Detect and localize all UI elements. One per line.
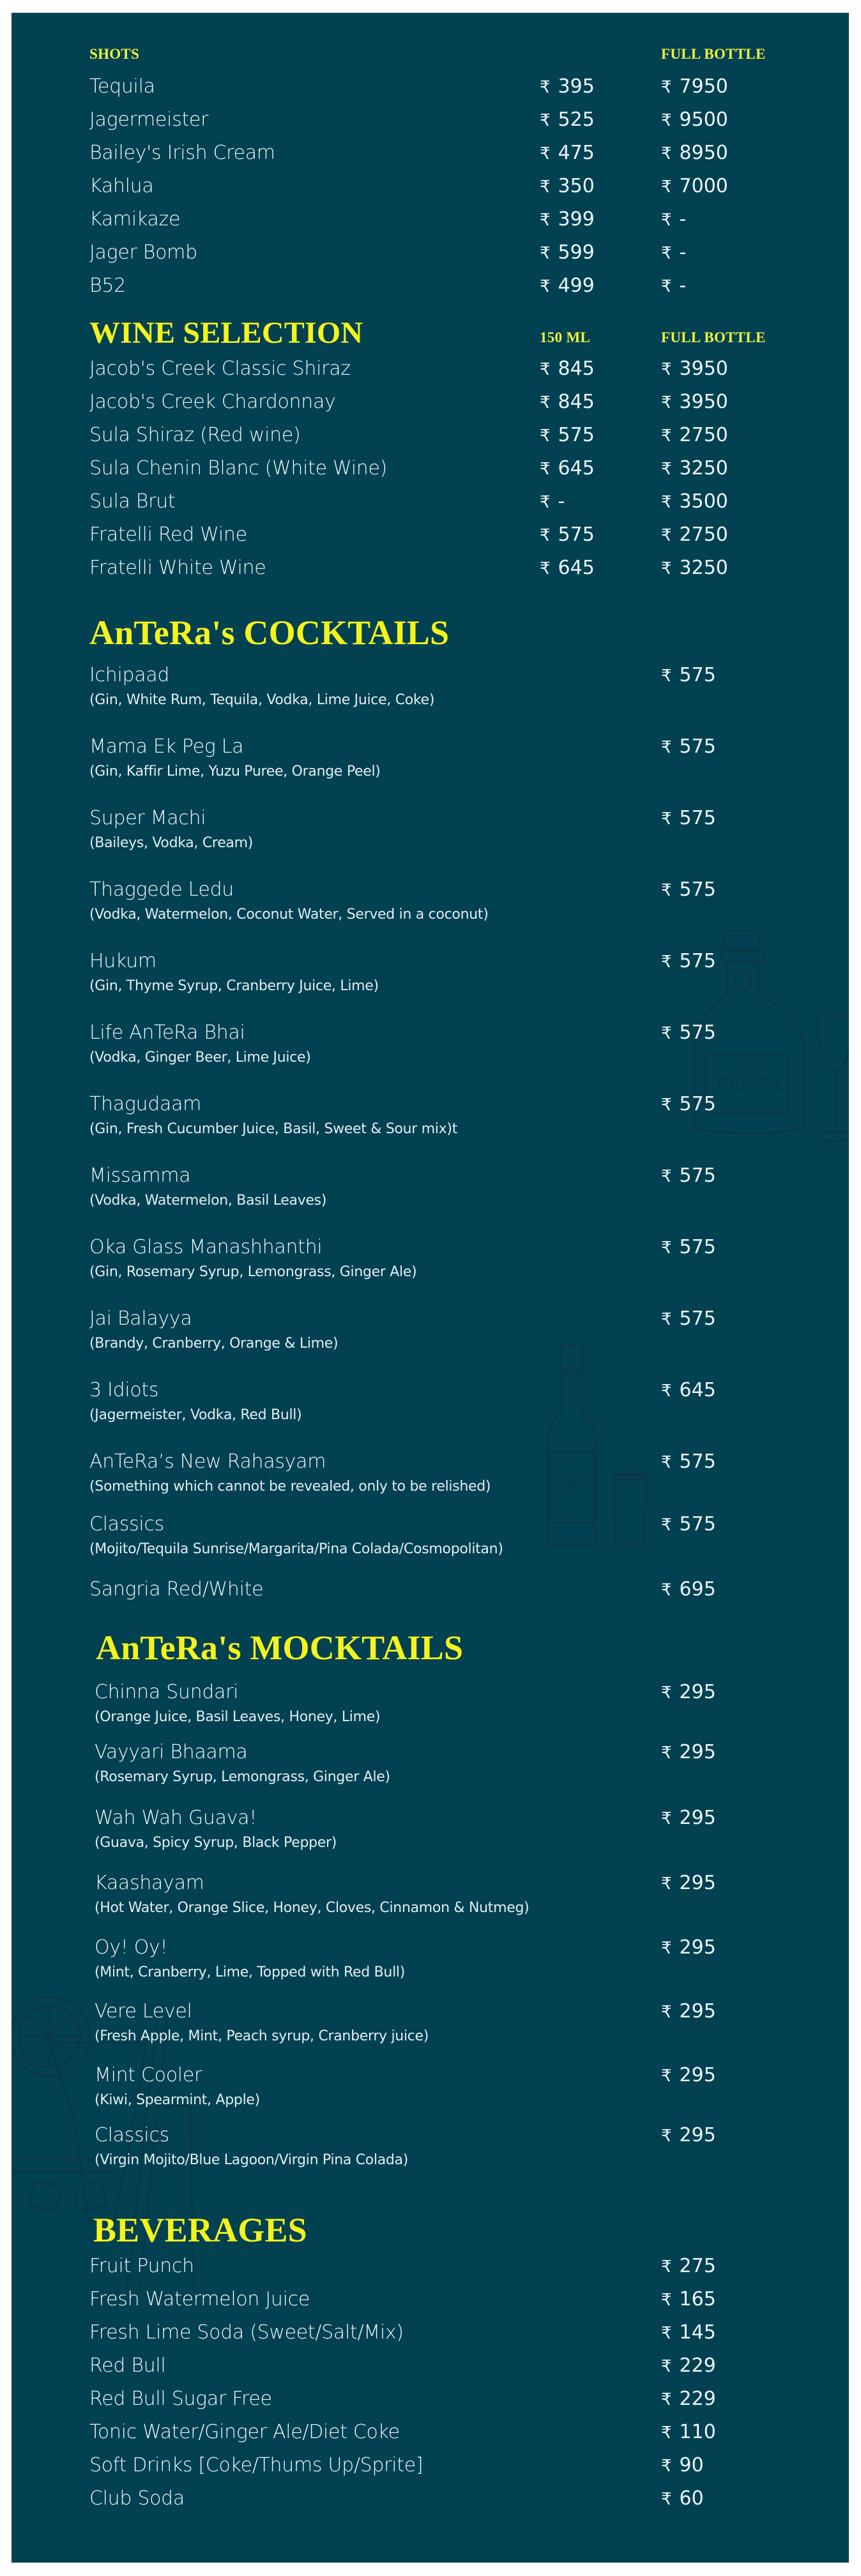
wine-glass-sketch-icon [815,1012,849,1146]
beverage-name: Fresh Watermelon Juice [89,2288,310,2310]
cocktail-name: Mama Ek Peg La [89,735,244,758]
rupee-icon: ₹ [661,810,672,829]
rupee-icon: ₹ [661,1382,672,1401]
cocktail-name: Thagudaam [89,1093,202,1115]
cocktail-name: Classics [89,1513,164,1535]
cocktail-price [661,1093,716,1115]
rupee-icon: ₹ [540,426,551,446]
mocktail-desc: (Hot Water, Orange Slice, Honey, Cloves, Cinnamon & Nutmeg) [95,1900,530,1916]
beverage-name: Tonic Water/Ginger Ale/Diet Coke [89,2421,400,2443]
rupee-icon: ₹ [540,144,551,163]
shots-item-name: Jager Bomb [89,241,197,264]
rupee-icon: ₹ [661,2324,672,2343]
cocktail-price [661,1379,716,1401]
shots-price-value: 499 [558,275,595,297]
beverage-name: Soft Drinks [Coke/Thums Up/Sprite] [89,2454,423,2476]
rupee-icon: ₹ [661,667,672,686]
beverage-name: Red Bull Sugar Free [89,2388,272,2410]
cocktail-price [661,807,716,829]
shots-item-name: Tequila [89,75,155,98]
mocktail-price [661,1807,716,1829]
bottle-price-value: - [679,241,687,264]
beverage-price [661,2255,716,2277]
rupee-icon: ₹ [661,111,672,130]
rupee-icon: ₹ [661,1683,672,1703]
cocktail-price-value: 575 [679,807,716,829]
mocktail-price-value: 295 [679,1807,716,1829]
bottle-price-value: - [679,275,687,297]
svg-text:Vodka: Vodka [552,1475,586,1491]
bottle-price [661,424,728,446]
rupee-icon: ₹ [661,1809,672,1828]
rupee-icon: ₹ [661,277,672,296]
shots-title: SHOTS [89,46,140,62]
bottle-price [661,457,728,479]
bottle-price-value: 8950 [679,142,728,164]
bottle-price [661,241,686,264]
cocktail-desc: (Gin, Kaffir Lime, Yuzu Puree, Orange Peel) [89,764,381,780]
glass-price-value: 645 [558,457,595,479]
bottle-price-value: 3250 [679,557,728,579]
cocktail-name: Super Machi [89,807,206,829]
cocktail-price [661,1513,716,1535]
rupee-icon: ₹ [661,2357,672,2376]
rupee-icon: ₹ [661,2390,672,2409]
mocktail-desc: (Orange Juice, Basil Leaves, Honey, Lime) [95,1709,381,1725]
mocktail-price-value: 295 [679,1872,716,1894]
mocktail-desc: (Fresh Apple, Mint, Peach syrup, Cranberry juice) [95,2028,429,2044]
shots-price [540,241,595,264]
rupee-icon: ₹ [661,360,672,379]
mocktail-name: Oy! Oy! [95,1936,168,1959]
beverage-price [661,2487,704,2510]
beverage-price-value: 90 [679,2454,704,2476]
glass-price-value: 575 [558,523,595,546]
glass-price-value: 845 [558,391,595,413]
beverage-name: Club Soda [89,2487,185,2510]
rupee-icon: ₹ [661,2067,672,2086]
beverage-price-value: 165 [679,2288,716,2310]
mocktail-name: Mint Cooler [95,2064,202,2086]
cocktail-price [661,878,716,901]
mocktail-price [661,1741,716,1763]
mocktail-desc: (Mint, Cranberry, Lime, Topped with Red Bull) [95,1964,405,1980]
rupee-icon: ₹ [661,426,672,446]
shots-item-name: Kahlua [89,175,154,197]
mocktail-desc: (Virgin Mojito/Blue Lagoon/Virgin Pina Colada) [95,2152,409,2168]
cocktail-desc: (Jagermeister, Vodka, Red Bull) [89,1407,302,1423]
bottle-price-value: 9500 [679,109,728,131]
mocktail-name: Kaashayam [95,1872,204,1894]
cocktail-desc: (Brandy, Cranberry, Orange & Lime) [89,1336,339,1352]
shots-price [540,109,595,131]
beverage-price [661,2388,716,2410]
cocktail-price-value: 575 [679,1307,716,1330]
shots-price-value: 475 [558,142,595,164]
rupee-icon: ₹ [540,277,551,296]
cocktail-price [661,1307,716,1330]
glass-price [540,391,595,413]
bottle-price [661,275,686,297]
cocktail-name: 3 Idiots [89,1379,159,1401]
cocktail-price-value: 575 [679,1513,716,1535]
rupee-icon: ₹ [540,393,551,412]
rupee-icon: ₹ [540,559,551,578]
cocktail-price [661,1578,716,1601]
shots-price-value: 399 [558,208,595,230]
shots-bottle-col-label: FULL BOTTLE [661,46,766,62]
rupee-icon: ₹ [661,526,672,545]
beverages-title: BEVERAGES [93,2211,307,2249]
bottle-price-value: 3500 [679,490,728,513]
cocktail-name: Hukum [89,950,156,972]
bottle-price-value: 3950 [679,391,728,413]
rupee-icon: ₹ [661,2490,672,2509]
bottle-price [661,557,728,579]
bottle-price-value: 2750 [679,424,728,446]
shot-glass-sketch-icon [611,1472,649,1548]
cocktail-price [661,735,716,758]
rupee-icon: ₹ [661,2423,672,2443]
cocktail-name: Life AnTeRa Bhai [89,1021,245,1044]
cocktail-desc: (Vodka, Watermelon, Coconut Water, Served in a coconut) [89,907,489,923]
rupee-icon: ₹ [661,211,672,230]
rupee-icon: ₹ [661,1024,672,1043]
bottle-price [661,109,728,131]
cocktail-price [661,1164,716,1187]
rupee-icon: ₹ [661,2291,672,2310]
mocktail-desc: (Guava, Spicy Syrup, Black Pepper) [95,1835,337,1851]
cocktail-price-value: 575 [679,950,716,972]
shots-price [540,175,595,197]
rupee-icon: ₹ [661,881,672,900]
rupee-icon: ₹ [540,526,551,545]
glass-price [540,557,595,579]
rupee-icon: ₹ [661,78,672,97]
cocktail-price [661,1450,716,1473]
mocktail-name: Classics [95,2124,169,2146]
cocktail-price-value: 575 [679,1236,716,1258]
glass-price-value: - [558,490,565,513]
mocktail-name: Vayyari Bhaama [95,1741,248,1763]
rupee-icon: ₹ [661,177,672,197]
rupee-icon: ₹ [661,1239,672,1258]
cocktail-desc: (Mojito/Tequila Sunrise/Margarita/Pina Colada/Cosmopolitan) [89,1541,503,1557]
cocktail-price-value: 575 [679,1450,716,1473]
vodka-bottle-sketch-icon [543,1341,600,1551]
cocktail-price [661,950,716,972]
mocktail-desc: (Rosemary Syrup, Lemongrass, Ginger Ale) [95,1769,390,1785]
mocktail-name: Vere Level [95,2000,192,2022]
beverage-name: Fresh Lime Soda (Sweet/Salt/Mix) [89,2321,404,2344]
cocktail-desc: (Something which cannot be revealed, only to be relished) [89,1479,491,1495]
mocktail-name: Wah Wah Guava! [95,1807,257,1829]
cocktail-price-value: 575 [679,878,716,901]
rupee-icon: ₹ [661,1939,672,1958]
shots-item-name: B52 [89,275,126,297]
rupee-icon: ₹ [661,738,672,757]
rupee-icon: ₹ [540,177,551,197]
rupee-icon: ₹ [540,460,551,479]
rupee-icon: ₹ [661,1096,672,1115]
cocktail-name: Thaggede Ledu [89,878,234,901]
wine-glass-col-label: 150 ML [540,329,591,345]
shots-price-value: 525 [558,109,595,131]
cocktail-price-value: 575 [679,1164,716,1187]
wine-item-name: Sula Chenin Blanc (White Wine) [89,457,388,479]
shots-price [540,208,595,230]
beverage-name: Red Bull [89,2354,166,2377]
mocktail-price-value: 295 [679,2000,716,2022]
beverage-price-value: 275 [679,2255,716,2277]
shots-price [540,75,595,98]
cocktail-name: Missamma [89,1164,191,1187]
rupee-icon: ₹ [661,1744,672,1763]
rupee-icon: ₹ [661,1874,672,1894]
bottle-price-value: 2750 [679,523,728,546]
wine-item-name: Jacob's Creek Classic Shiraz [89,358,351,380]
glass-price [540,490,565,513]
cocktail-name: Ichipaad [89,664,170,686]
shots-price [540,275,595,297]
shots-price-value: 395 [558,75,595,98]
mocktail-price-value: 295 [679,2124,716,2146]
bottle-price-value: 7950 [679,75,728,98]
bottle-price [661,490,728,513]
glass-price [540,424,595,446]
mocktail-price-value: 295 [679,1741,716,1763]
mocktail-price [661,1681,716,1703]
rupee-icon: ₹ [661,460,672,479]
rupee-icon: ₹ [661,2127,672,2146]
cocktail-name: Oka Glass Manashhanthi [89,1236,323,1258]
glass-price-value: 575 [558,424,595,446]
bottle-price-value: 3250 [679,457,728,479]
bottle-price [661,75,728,98]
cocktail-desc: (Gin, Fresh Cucumber Juice, Basil, Sweet & Sour mix)t [89,1121,458,1137]
rupee-icon: ₹ [661,953,672,972]
bottle-price [661,358,728,380]
glass-price-value: 645 [558,557,595,579]
cocktail-desc: (Baileys, Vodka, Cream) [89,835,254,851]
glass-price [540,523,595,546]
bottle-price-value: 7000 [679,175,728,197]
wine-item-name: Sula Shiraz (Red wine) [89,424,301,446]
beverage-price-value: 229 [679,2354,716,2377]
cocktail-desc: (Vodka, Watermelon, Basil Leaves) [89,1193,327,1209]
beverage-price [661,2321,716,2344]
bottle-price [661,175,728,197]
mocktail-name: Chinna Sundari [95,1681,239,1703]
rupee-icon: ₹ [540,211,551,230]
wine-item-name: Fratelli White Wine [89,557,266,579]
rupee-icon: ₹ [661,1516,672,1535]
rupee-icon: ₹ [540,244,551,263]
beverage-price [661,2421,716,2443]
bottle-price-value: - [679,208,687,230]
rupee-icon: ₹ [661,2457,672,2476]
cocktail-desc: (Gin, White Rum, Tequila, Vodka, Lime Juice, Coke) [89,692,435,708]
rupee-icon: ₹ [661,393,672,412]
mocktail-price [661,1936,716,1959]
rupee-icon: ₹ [540,493,551,512]
rupee-icon: ₹ [661,2257,672,2277]
rupee-icon: ₹ [661,2003,672,2022]
wine-item-name: Sula Brut [89,490,176,513]
mocktail-desc: (Kiwi, Spearmint, Apple) [95,2092,260,2108]
mocktails-title: AnTeRa's MOCKTAILS [96,1629,464,1667]
cocktails-title: AnTeRa's COCKTAILS [89,614,450,652]
mocktail-price-value: 295 [679,2064,716,2086]
shots-price-value: 350 [558,175,595,197]
wine-item-name: Jacob's Creek Chardonnay [89,391,336,413]
menu-card [11,13,849,2563]
mocktail-price [661,2000,716,2022]
glass-price [540,457,595,479]
cocktail-desc: (Gin, Rosemary Syrup, Lemongrass, Ginger Ale) [89,1264,417,1280]
beverage-price [661,2354,716,2377]
mocktail-price-value: 295 [679,1681,716,1703]
mocktail-price [661,2064,716,2086]
cocktail-price-value: 575 [679,1093,716,1115]
wine-bottle-col-label: FULL BOTTLE [661,329,766,345]
shots-price-value: 599 [558,241,595,264]
bottle-price [661,208,686,230]
rupee-icon: ₹ [661,559,672,578]
rupee-icon: ₹ [661,244,672,263]
rupee-icon: ₹ [540,360,551,379]
wine-title: WINE SELECTION [89,316,363,350]
bottle-price [661,391,728,413]
rupee-icon: ₹ [661,493,672,512]
bottle-price-value: 3950 [679,358,728,380]
beverage-price [661,2454,704,2476]
cocktail-desc: (Gin, Thyme Syrup, Cranberry Juice, Lime) [89,978,379,994]
rupee-icon: ₹ [540,78,551,97]
cocktail-price-value: 575 [679,664,716,686]
cocktail-price-value: 575 [679,1021,716,1044]
cocktail-price [661,664,716,686]
rupee-icon: ₹ [661,1453,672,1472]
rupee-icon: ₹ [661,144,672,163]
cocktail-price [661,1021,716,1044]
rupee-icon: ₹ [540,111,551,130]
shots-item-name: Jagermeister [89,109,209,131]
rupee-icon: ₹ [661,1167,672,1186]
beverage-name: Fruit Punch [89,2255,194,2277]
cocktail-name: Jai Balayya [89,1307,192,1330]
cocktail-price-value: 645 [679,1379,716,1401]
cocktail-price-value: 575 [679,735,716,758]
glass-price-value: 845 [558,358,595,380]
beverage-price-value: 145 [679,2321,716,2344]
beverage-price-value: 229 [679,2388,716,2410]
shots-price [540,142,595,164]
wine-item-name: Fratelli Red Wine [89,523,247,546]
rupee-icon: ₹ [661,1581,672,1600]
bottle-price [661,142,728,164]
shots-item-name: Bailey's Irish Cream [89,142,275,164]
shots-item-name: Kamikaze [89,208,181,230]
cocktail-price-value: 695 [679,1578,716,1601]
cocktail-desc: (Vodka, Ginger Beer, Lime Juice) [89,1050,311,1066]
mocktail-price [661,2124,716,2146]
rupee-icon: ₹ [661,1310,672,1329]
svg-text:GRAPPA: GRAPPA [717,1074,782,1093]
cocktail-name: Sangria Red/White [89,1578,264,1601]
beverage-price-value: 110 [679,2421,716,2443]
mocktail-price [661,1872,716,1894]
bottle-price [661,523,728,546]
beverage-price [661,2288,716,2310]
glass-price [540,358,595,380]
beverage-price-value: 60 [679,2487,704,2510]
mocktail-price-value: 295 [679,1936,716,1959]
cocktail-name: AnTeRa’s New Rahasyam [89,1450,326,1473]
cocktail-price [661,1236,716,1258]
